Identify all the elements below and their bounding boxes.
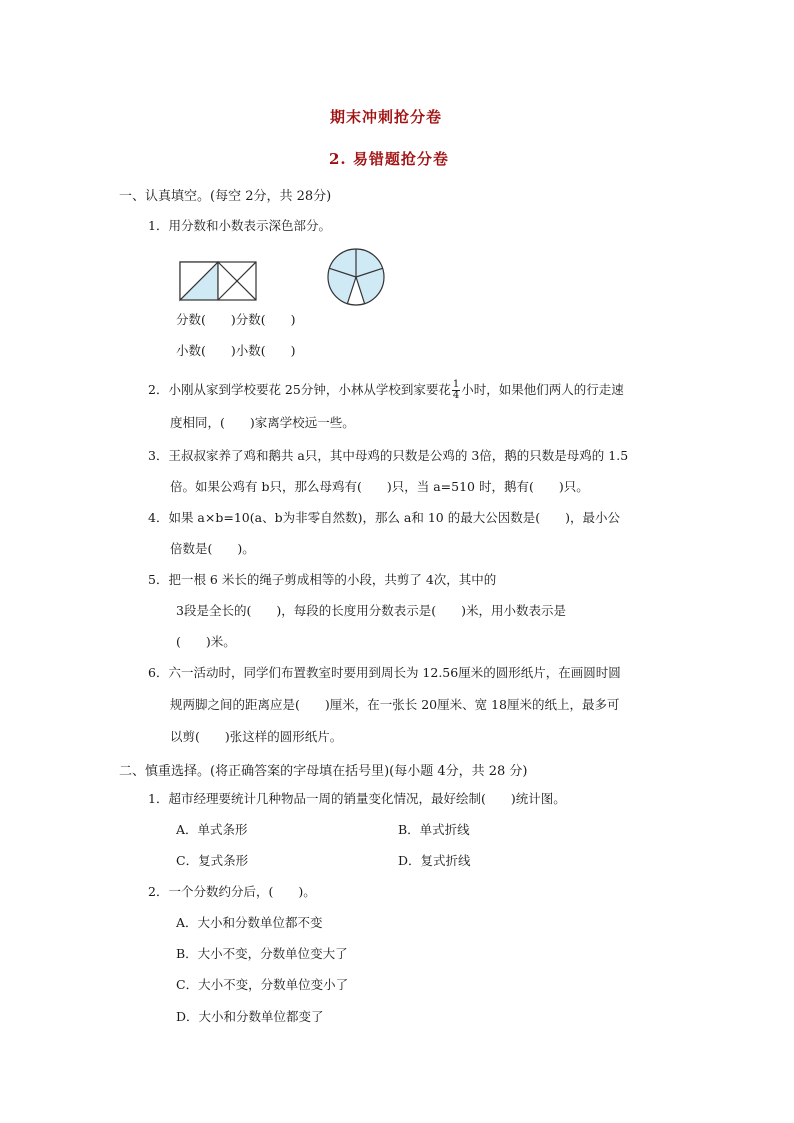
fraction-numerator: 1 xyxy=(452,379,460,390)
question-1-2-part-2: 小时，如果他们两人的行走速 xyxy=(461,382,624,397)
rectangle-triangles-figure xyxy=(178,260,258,302)
section-1-heading: 一、认真填空。(每空 2分，共 28分) xyxy=(119,189,332,204)
question-2-2-text: 2．一个分数约分后，( )。 xyxy=(148,884,316,899)
question-1-2-line-1 xyxy=(148,380,624,401)
fraction-one-quarter xyxy=(452,380,460,401)
option-a: A．单式条形 xyxy=(176,822,248,837)
question-1-4-line-1: 4．如果 a×b=10(a、b为非零自然数)，那么 a和 10 的最大公因数是( )，最小公 xyxy=(148,510,620,525)
section-2-heading: 二、慎重选择。(将正确答案的字母填在括号里)(每小题 4分，共 28 分) xyxy=(119,764,528,779)
option-c: C．大小不变，分数单位变小了 xyxy=(176,977,349,992)
question-1-6-line-3: 以剪( )张这样的圆形纸片。 xyxy=(170,729,343,744)
question-1-5-line-2: 3段是全长的( )，每段的长度用分数表示是( )米，用小数表示是 xyxy=(176,603,566,618)
option-b: B．单式折线 xyxy=(398,822,470,837)
decimal-answer-row: 小数( )小数( ) xyxy=(176,343,296,358)
question-1-2-part-1: 2．小刚从家到学校要花 25分钟，小林从学校到家要花 xyxy=(148,382,451,397)
question-1-6-line-1: 6．六一活动时，同学们布置教室时要用到周长为 12.56厘米的圆形纸片，在画圆时圆 xyxy=(148,665,621,680)
question-1-2-line-2: 度相同，( )家离学校远一些。 xyxy=(170,415,355,430)
option-d: D．大小和分数单位都变了 xyxy=(176,1009,324,1024)
option-c: C．复式条形 xyxy=(176,853,249,868)
option-d: D．复式折线 xyxy=(398,853,471,868)
question-1-5-line-3: ( )米。 xyxy=(176,634,236,649)
question-1-3-line-1: 3．王叔叔家养了鸡和鹅共 a只，其中母鸡的只数是公鸡的 3倍，鹅的只数是母鸡的 1.5 xyxy=(148,448,629,463)
question-1-1-text: 1．用分数和小数表示深色部分。 xyxy=(148,218,331,233)
option-a: A．大小和分数单位都不变 xyxy=(176,915,323,930)
pie-circle-figure xyxy=(325,246,387,308)
page-title: 期末冲刺抢分卷 xyxy=(330,108,443,126)
option-b: B．大小不变，分数单位变大了 xyxy=(176,946,348,961)
fraction-answer-row: 分数( )分数( ) xyxy=(176,312,296,327)
page-subtitle: 2. 易错题抢分卷 xyxy=(329,150,449,168)
question-1-4-line-2: 倍数是( )。 xyxy=(170,541,255,556)
question-2-1-text: 1．超市经理要统计几种物品一周的销量变化情况，最好绘制( )统计图。 xyxy=(148,791,566,806)
question-1-6-line-2: 规两脚之间的距离应是( )厘米，在一张长 20厘米、宽 18厘米的纸上，最多可 xyxy=(170,697,620,712)
fraction-denominator: 4 xyxy=(452,390,460,401)
question-1-5-line-1: 5．把一根 6 米长的绳子剪成相等的小段，共剪了 4次，其中的 xyxy=(148,572,497,587)
question-1-3-line-2: 倍。如果公鸡有 b只，那么母鸡有( )只，当 a=510 时，鹅有( )只。 xyxy=(170,479,589,494)
